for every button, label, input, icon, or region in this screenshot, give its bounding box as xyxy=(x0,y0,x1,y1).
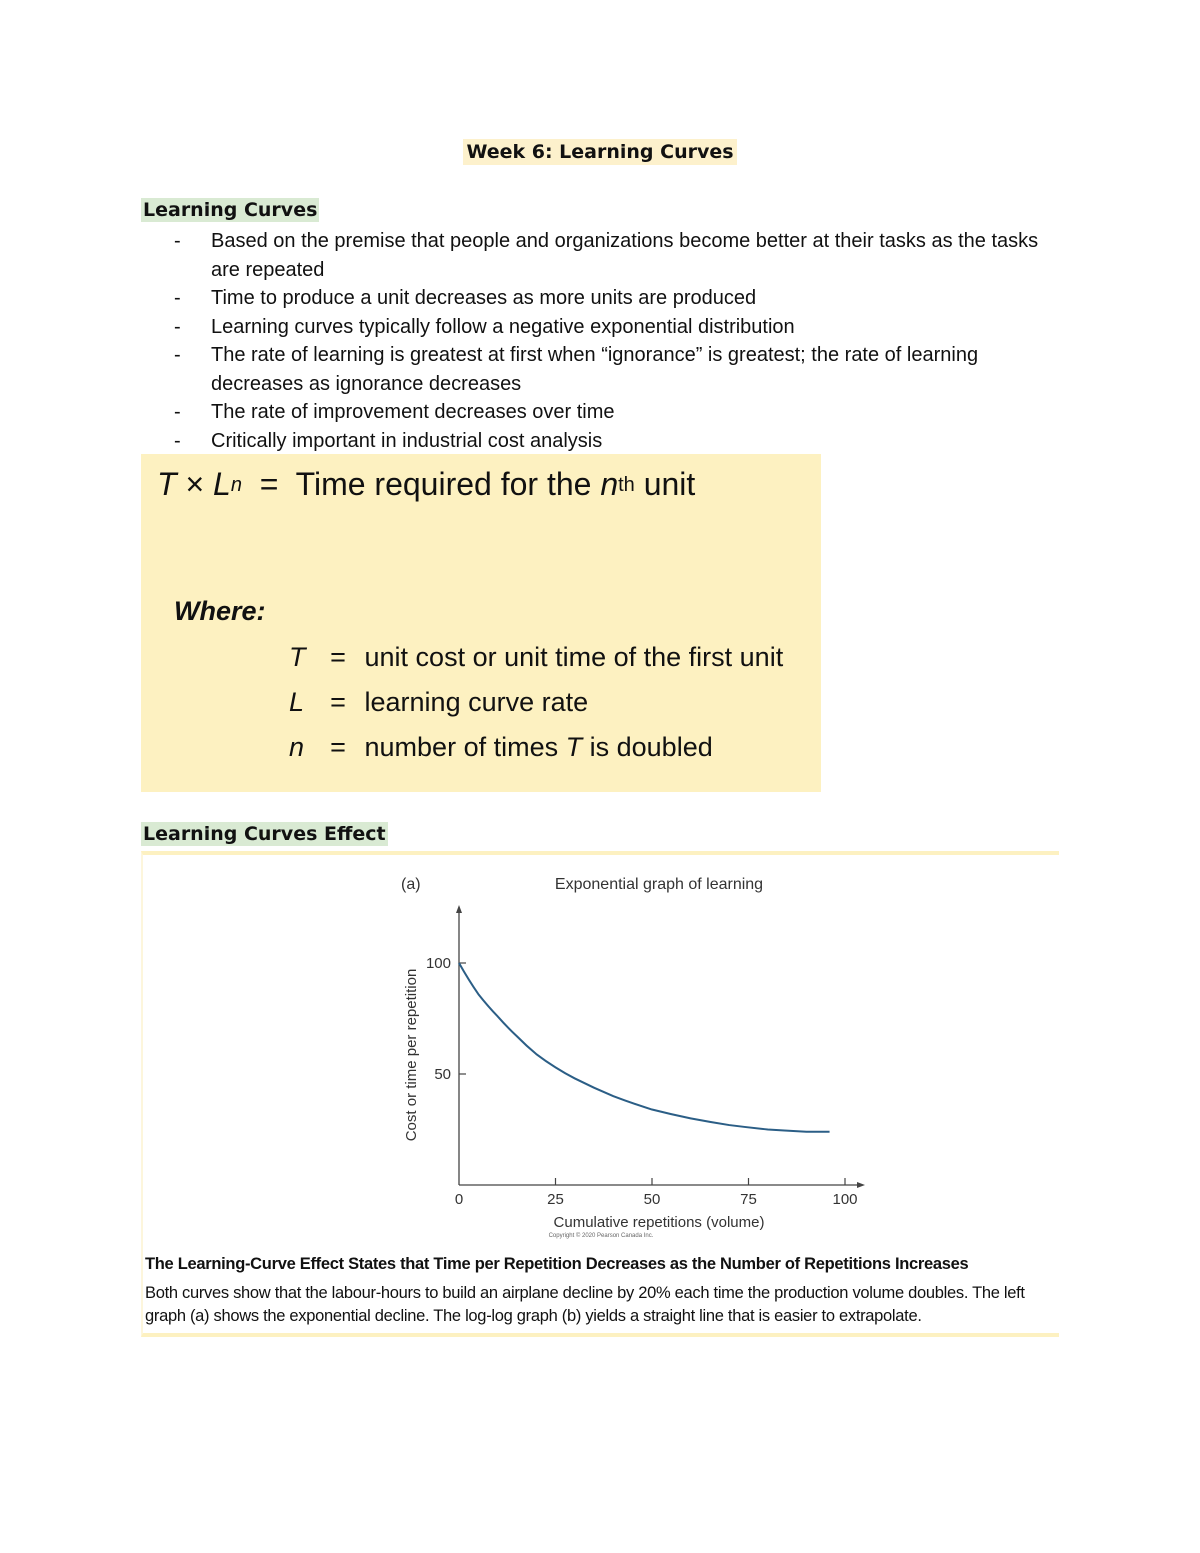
formula-rhs-unit: unit xyxy=(643,466,696,502)
x-tick-label: 25 xyxy=(547,1191,564,1208)
bullet-dash: - xyxy=(174,230,181,252)
x-axis-arrow xyxy=(857,1182,865,1188)
bullet-text: Based on the premise that people and organizations become better at their tasks as the tasks are repeated xyxy=(211,230,1039,281)
definition-text-var: T xyxy=(565,732,583,762)
definition-symbol: T xyxy=(289,642,306,672)
definition-equals: = xyxy=(330,687,346,717)
chart-series xyxy=(459,963,830,1132)
y-tick-label: 50 xyxy=(434,1066,451,1083)
formula-symbol-L: L xyxy=(213,466,231,502)
bullet-dash: - xyxy=(174,344,181,366)
bullet-text: The rate of learning is greatest at first when “ignorance” is greatest; the rate of learning decreases as ignorance decreases xyxy=(211,344,979,395)
definition-text: is doubled xyxy=(589,732,713,762)
formula-box xyxy=(141,454,821,792)
list-item xyxy=(141,427,1061,456)
list-item xyxy=(141,341,1061,398)
y-axis-arrow xyxy=(456,905,462,913)
list-item xyxy=(141,398,1061,427)
section-heading-learning-curves-effect: Learning Curves Effect xyxy=(143,823,386,845)
x-tick-label: 100 xyxy=(832,1191,858,1208)
bullet-dash: - xyxy=(174,315,181,338)
where-label: Where: xyxy=(174,596,266,626)
page-title: Week 6: Learning Curves xyxy=(0,141,1200,163)
learning-curve-figure xyxy=(141,851,1059,1337)
formula-times: × xyxy=(185,466,205,502)
formula-rhs-n: n xyxy=(600,466,619,502)
x-tick-label: 75 xyxy=(740,1191,757,1208)
y-axis-label: Cost or time per repetition xyxy=(403,968,420,1142)
formula-symbol-T: T xyxy=(157,466,177,502)
bullet-dash: - xyxy=(174,429,181,452)
bullet-text: Learning curves typically follow a negative exponential distribution xyxy=(211,315,795,338)
definition-text: unit cost or unit time of the first unit xyxy=(364,642,784,672)
definition-text: number of times xyxy=(364,732,559,762)
series-line xyxy=(459,963,830,1132)
section-heading-learning-curves: Learning Curves xyxy=(143,199,318,221)
bullet-list xyxy=(141,227,1061,455)
chart-title: Exponential graph of learning xyxy=(554,876,764,893)
definition-equals: = xyxy=(330,642,346,672)
copyright-text: Copyright © 2020 Pearson Canada Inc. xyxy=(548,1233,654,1239)
definition-symbol: n xyxy=(289,732,305,762)
definition-n xyxy=(289,732,713,763)
chart-axes xyxy=(456,905,865,1188)
bullet-dash: - xyxy=(174,401,181,423)
chart-ticks xyxy=(426,955,858,1208)
definition-L xyxy=(289,687,588,718)
definition-T xyxy=(289,642,783,673)
figure-caption-title: The Learning-Curve Effect States that Time per Repetition Decreases as the Number of Repetitions Increases xyxy=(145,1255,969,1273)
bullet-text: The rate of improvement decreases over time xyxy=(211,401,615,423)
x-tick-label: 50 xyxy=(643,1191,661,1208)
definition-text: learning curve rate xyxy=(364,687,589,717)
bullet-text: Critically important in industrial cost analysis xyxy=(211,429,603,452)
bullet-text: Time to produce a unit decreases as more units are produced xyxy=(211,287,757,309)
bullet-dash: - xyxy=(174,287,181,309)
formula-rhs-th: th xyxy=(618,474,635,496)
learning-curve-formula xyxy=(157,466,695,503)
list-item xyxy=(141,313,1061,342)
formula-rhs-text: Time required for the xyxy=(295,466,592,502)
formula-exponent-n: n xyxy=(230,474,242,496)
definition-equals: = xyxy=(330,732,346,762)
list-item xyxy=(141,284,1061,313)
definition-symbol: L xyxy=(289,687,305,717)
y-tick-label: 100 xyxy=(425,955,451,972)
figure-caption-body: Both curves show that the labour-hours to build an airplane decline by 20% each time the production volume doubles. The left graph (a) shows the exponential decline. The log-log graph (b) yields a straight line that is easier to extrapolate. xyxy=(145,1284,1025,1325)
x-tick-label: 0 xyxy=(454,1191,464,1208)
panel-label: (a) xyxy=(401,876,421,893)
x-axis-label: Cumulative repetitions (volume) xyxy=(553,1214,765,1231)
list-item xyxy=(141,227,1061,284)
formula-equals: = xyxy=(259,466,279,502)
